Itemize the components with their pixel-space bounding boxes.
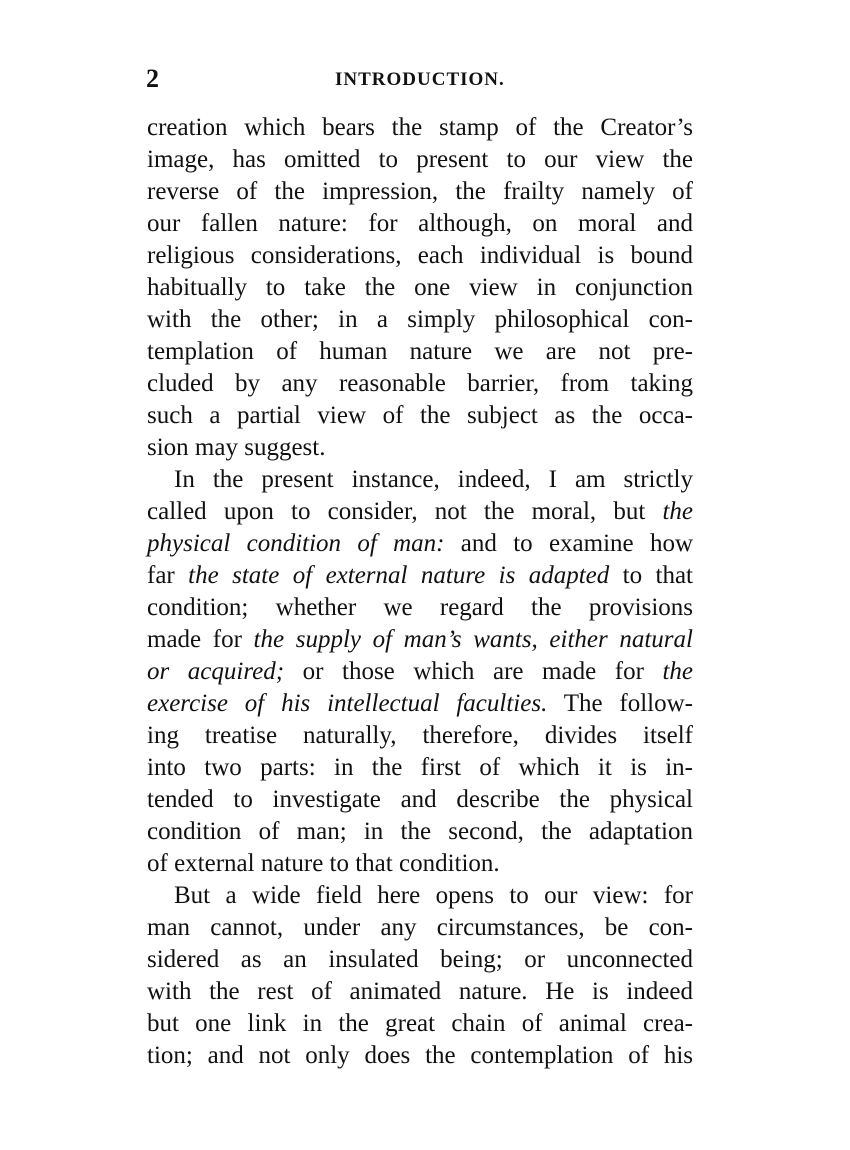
text-line: In the present instance, indeed, I am strictly — [174, 466, 693, 493]
text-line: our fallen nature: for although, on moral and — [147, 210, 693, 237]
body-text — [147, 112, 693, 1072]
text-line: condition of man; in the second, the adaptation — [147, 818, 693, 845]
text-line: condition; whether we regard the provisions — [147, 594, 693, 621]
text-line: called upon to consider, not the moral, but the — [147, 498, 693, 525]
text-line: but one link in the great chain of animal crea- — [147, 1010, 693, 1037]
text-line: of external nature to that condition. — [147, 850, 500, 877]
page-number: 2 — [146, 64, 159, 93]
text-line: templation of human nature we are not pre- — [147, 338, 693, 365]
text-line: religious considerations, each individual is bound — [147, 242, 693, 269]
text-line: with the rest of animated nature. He is indeed — [147, 978, 693, 1005]
text-line: made for the supply of man’s wants, either natural — [147, 626, 693, 653]
text-line: tended to investigate and describe the physical — [147, 786, 693, 813]
text-line: habitually to take the one view in conjunction — [147, 274, 693, 301]
text-line: reverse of the impression, the frailty namely of — [147, 178, 693, 205]
text-line: cluded by any reasonable barrier, from taking — [147, 370, 693, 397]
text-line: with the other; in a simply philosophical con- — [147, 306, 693, 333]
text-line: physical condition of man: and to examine how — [147, 530, 693, 557]
running-head: INTRODUCTION. — [335, 69, 505, 90]
text-line: sion may suggest. — [147, 434, 326, 461]
text-line: man cannot, under any circumstances, be con- — [147, 914, 693, 941]
text-line: tion; and not only does the contemplation of his — [147, 1042, 693, 1069]
text-line: ing treatise naturally, therefore, divides itself — [147, 722, 693, 749]
text-line: creation which bears the stamp of the Creator’s — [147, 114, 693, 141]
text-line: sidered as an insulated being; or unconnected — [147, 946, 693, 973]
text-line: exercise of his intellectual faculties. The follow- — [147, 690, 694, 717]
text-line: such a partial view of the subject as the occa- — [147, 402, 693, 429]
text-line: image, has omitted to present to our view the — [147, 146, 693, 173]
text-line: far the state of external nature is adapted to that — [147, 562, 693, 589]
text-line: or acquired; or those which are made for the — [147, 658, 694, 685]
text-line: But a wide field here opens to our view: for — [174, 882, 693, 909]
text-line: into two parts: in the first of which it is in- — [147, 754, 693, 781]
